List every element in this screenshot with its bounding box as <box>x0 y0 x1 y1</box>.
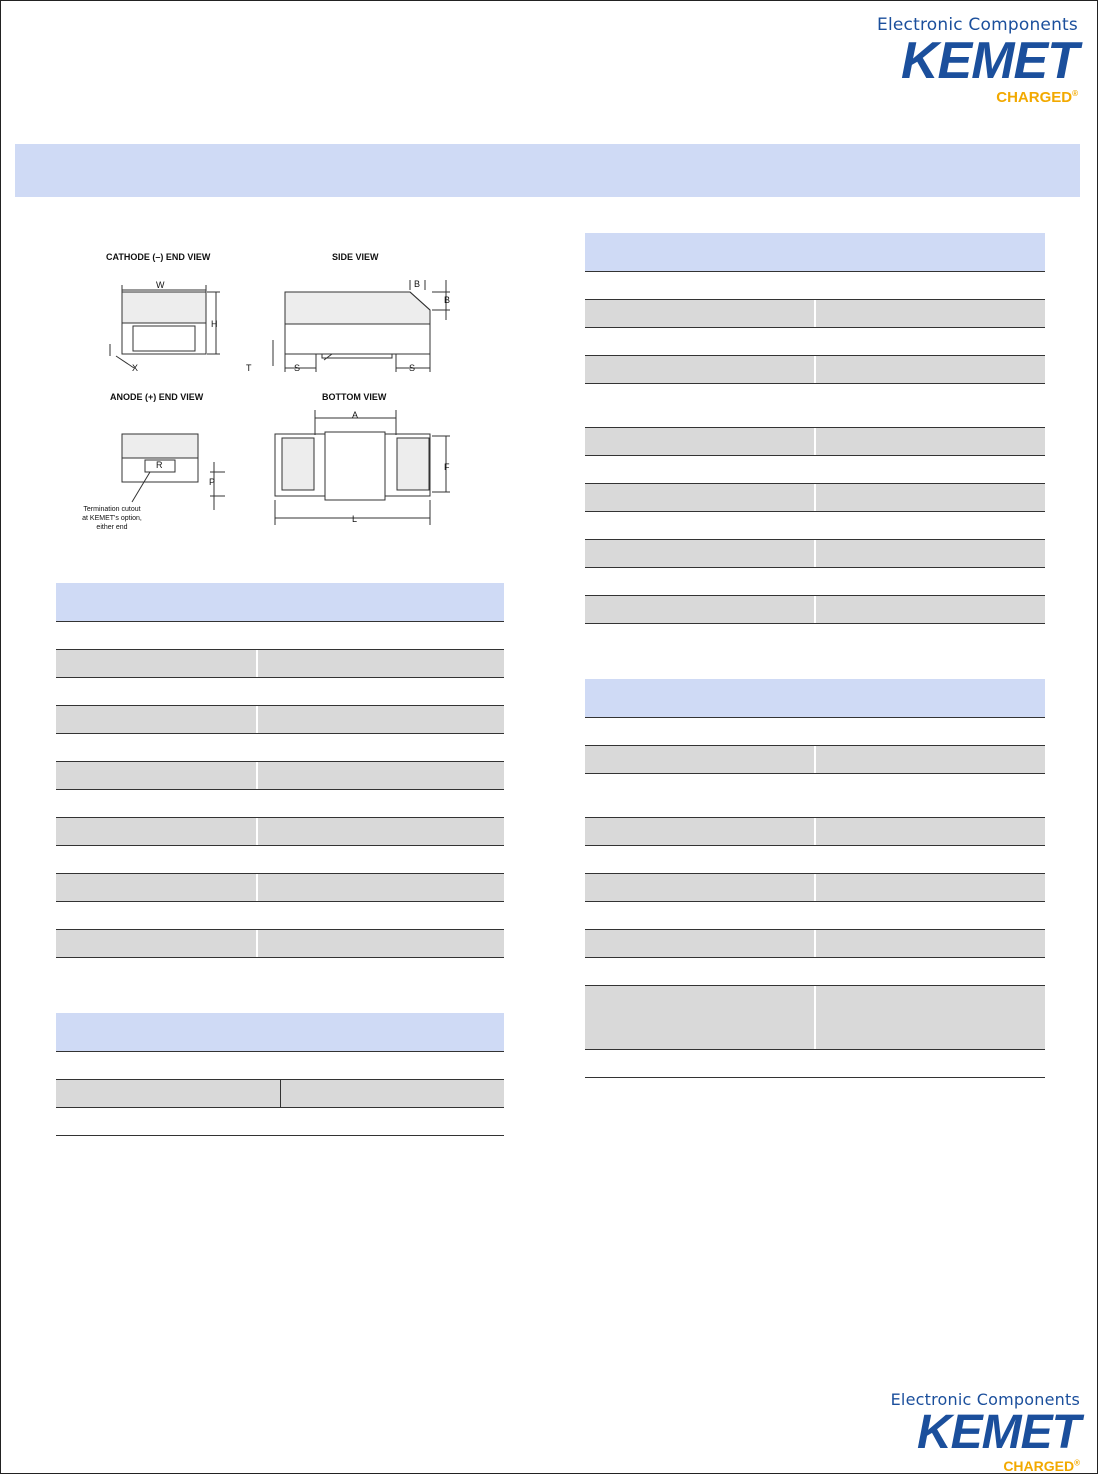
cutout-note-line-2: at KEMET's option, <box>82 515 142 522</box>
table-row <box>585 596 1045 624</box>
logo-brand: KEMET <box>901 32 1078 90</box>
table-row <box>56 762 504 790</box>
dim-label-b-top: B <box>414 279 421 289</box>
table-row <box>585 774 1045 818</box>
table-row <box>585 846 1045 874</box>
dim-label-s-left: S <box>294 363 301 373</box>
table-row <box>56 874 504 902</box>
dim-label-h: H <box>211 319 218 329</box>
table-row <box>585 300 1045 328</box>
table-row <box>56 734 504 762</box>
table-row <box>585 356 1045 384</box>
table-header <box>585 679 1045 718</box>
table-row <box>585 718 1045 746</box>
title-banner <box>15 144 1080 197</box>
table-row <box>585 958 1045 986</box>
dim-label-w: W <box>156 280 165 290</box>
left-spec-table-1 <box>56 583 504 958</box>
dimension-drawing <box>70 240 490 540</box>
table-row <box>56 818 504 846</box>
table-row <box>56 790 504 818</box>
table-row <box>56 902 504 930</box>
logo-brand: KEMET <box>917 1406 1080 1459</box>
left-spec-table-2 <box>56 1013 504 1136</box>
cathode-view-title: CATHODE (–) END VIEW <box>106 252 211 262</box>
cathode-end-view <box>110 285 220 368</box>
right-spec-table-1 <box>585 233 1045 624</box>
dim-label-s-right: S <box>409 363 416 373</box>
table-row <box>585 328 1045 356</box>
table-row <box>56 846 504 874</box>
kemet-logo-bottom <box>850 1390 1080 1474</box>
dim-label-b-side: B <box>444 295 451 305</box>
right-spec-table-2 <box>585 679 1045 1078</box>
table-row <box>56 678 504 706</box>
side-view <box>273 280 450 372</box>
table-row <box>585 384 1045 428</box>
table-row <box>585 272 1045 300</box>
table-row <box>56 1108 504 1136</box>
bottom-view-title: BOTTOM VIEW <box>322 392 387 402</box>
table-row <box>56 1080 504 1108</box>
table-row <box>585 746 1045 774</box>
table-row <box>585 986 1045 1050</box>
table-row <box>56 930 504 958</box>
cutout-note-line-3: either end <box>96 524 128 531</box>
dim-label-l: L <box>352 514 358 524</box>
table-row <box>585 1050 1045 1078</box>
table-row <box>585 930 1045 958</box>
logo-tagline: Electronic Components <box>877 15 1078 35</box>
bottom-view <box>275 410 450 525</box>
table-row <box>585 902 1045 930</box>
table-row <box>585 512 1045 540</box>
side-view-title: SIDE VIEW <box>332 252 379 262</box>
dim-label-t: T <box>246 363 252 373</box>
cutout-note-line-1: Termination cutout <box>83 506 141 513</box>
logo-tagline: Electronic Components <box>890 1390 1080 1409</box>
table-row <box>585 568 1045 596</box>
logo-slogan: CHARGED® <box>1003 1458 1080 1474</box>
table-row <box>585 874 1045 902</box>
table-row <box>585 456 1045 484</box>
table-row <box>585 818 1045 846</box>
dim-label-x: X <box>132 363 139 373</box>
dim-label-p: P <box>209 477 216 487</box>
dim-label-r: R <box>156 460 163 470</box>
anode-end-view <box>122 434 225 510</box>
table-header <box>56 583 504 622</box>
anode-view-title: ANODE (+) END VIEW <box>110 392 204 402</box>
table-header <box>56 1013 504 1052</box>
table-row <box>56 650 504 678</box>
logo-slogan: CHARGED® <box>996 89 1078 106</box>
dim-label-a: A <box>352 410 359 420</box>
table-row <box>56 622 504 650</box>
table-row <box>585 428 1045 456</box>
table-row <box>56 1052 504 1080</box>
kemet-logo-top <box>848 15 1078 106</box>
table-header <box>585 233 1045 272</box>
table-row <box>585 484 1045 512</box>
dim-label-f: F <box>444 462 450 472</box>
table-row <box>56 706 504 734</box>
table-row <box>585 540 1045 568</box>
